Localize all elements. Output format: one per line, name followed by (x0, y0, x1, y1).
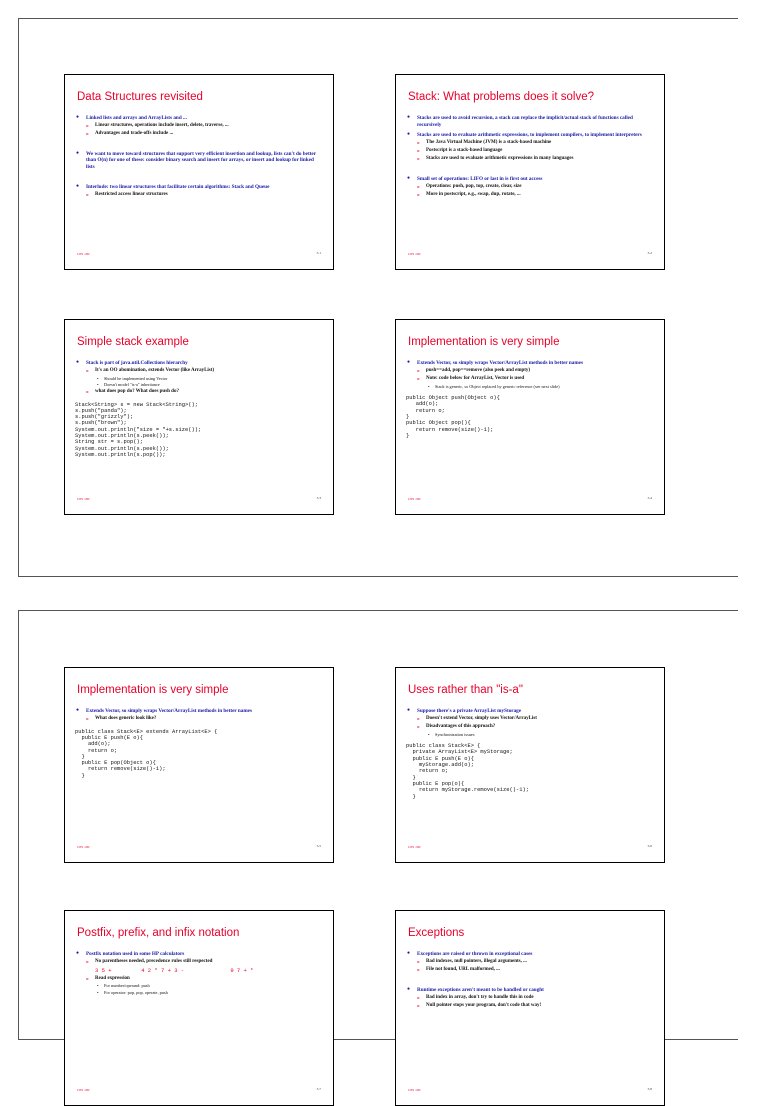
slide-title: Postfix, prefix, and infix notation (77, 927, 240, 939)
sub-bullet: » What does generic look like? (75, 716, 323, 723)
slide-footer-course: CPS 100 (408, 252, 421, 256)
code-block: public class Stack<E> extends ArrayList<E> { public E push(E o){ add(o); return o; } public E pop(Object o){ return remove(size()-1); } (75, 728, 218, 779)
sub-bullet: » Null pointer stops your program, don't code that way! (406, 1003, 654, 1010)
slide-stack-problems (395, 74, 665, 270)
bullet: ● Interlude: two linear structures that facilitate certain algorithms: Stack and Queue (75, 184, 323, 191)
slide-simple-stack-example (64, 319, 334, 515)
slide-number: 5.7 (316, 1087, 321, 1091)
bullet: ● Small set of operations: LIFO or last in is first out access (406, 176, 654, 183)
slide-number: 5.1 (316, 251, 321, 255)
sub-bullet: » File not found, URL malformed, ... (406, 967, 654, 974)
bullet: ● Extends Vector, so simply wraps Vector/ArrayList methods in better names (406, 360, 654, 367)
slide-footer-course: CPS 100 (77, 1088, 90, 1092)
sub-bullet: » Operations: push, pop, top, create, clear, size (406, 184, 654, 191)
slide-number: 5.3 (316, 496, 321, 500)
slide-title: Stack: What problems does it solve? (408, 91, 594, 103)
bullet: ● Runtime exceptions aren't meant to be handled or caught (406, 987, 654, 994)
slide-body (406, 115, 654, 199)
slide-number: 5.6 (647, 844, 652, 848)
slide-implementation-vector (395, 319, 665, 515)
slide-footer-course: CPS 100 (77, 252, 90, 256)
sub-sub-bullet: • Should be implemented using Vector (75, 376, 323, 381)
bullet: ● Stack is part of java.util.Collections hierarchy (75, 360, 323, 367)
slide-body (75, 951, 323, 995)
slide-data-structures-revisited (64, 74, 334, 270)
sub-bullet: » More in postscript, e.g., swap, dup, rotate, ... (406, 192, 654, 199)
bullet: ● Exceptions are raised or thrown in exceptional cases (406, 951, 654, 958)
slide-body (75, 115, 323, 198)
bullet: ● Stacks are used to avoid recursion, a stack can replace the implicit/actual stack of functions called recursively (406, 115, 654, 128)
bullet: ● We want to move toward structures that support very efficient insertion and lookup, lists can't do better than O(n) for one of these: consider binary search and insert for arrays, or insert and lookup for linked lists (75, 151, 323, 171)
slide-footer-course: CPS 100 (408, 845, 421, 849)
sub-bullet: » Advantages and trade-offs include ... (75, 131, 323, 138)
slide-title: Implementation is very simple (77, 684, 229, 696)
sub-sub-bullet: • Synchronization issues (406, 732, 654, 737)
slide-exceptions (395, 910, 665, 1106)
slide-footer-course: CPS 100 (77, 497, 90, 501)
slide-body (406, 708, 654, 800)
code-block: public Object push(Object o){ add(o); return o; } public Object pop(){ return remove(size()-1); } (406, 395, 500, 439)
slide-body (406, 360, 654, 439)
bullet: ● Linked lists and arrays and ArrayLists and ... (75, 115, 323, 122)
slide-number: 5.4 (647, 496, 652, 500)
sub-bullet: » Read expression (75, 976, 323, 983)
bullet: ● Stacks are used to evaluate arithmetic expressions, to implement compilers, to implement interpreters (406, 132, 654, 139)
sub-bullet: » Doesn't extend Vector, simply uses Vector/ArrayList (406, 716, 654, 723)
slide-footer-course: CPS 100 (77, 845, 90, 849)
slide-implementation-generic (64, 667, 334, 863)
slide-body (75, 360, 323, 458)
sub-bullet: » Disadvantages of this approach? (406, 724, 654, 731)
sub-bullet: » No parentheses needed, precedence rules still respected (75, 959, 323, 966)
sub-bullet: » Bad indexes, null pointers, illegal arguments, ... (406, 959, 654, 966)
slide-footer-course: CPS 100 (408, 1088, 421, 1092)
slide-title: Simple stack example (77, 336, 189, 348)
slide-footer-course: CPS 100 (408, 497, 421, 501)
sub-bullet: » Bad index in array, don't try to handle this in code (406, 995, 654, 1002)
code-block: public class Stack<E> { private ArrayList<E> myStorage; public E push(E o){ myStorage.add(o); return o; } public E pop(o){ return myStorage.remove(size()-1); } (406, 743, 529, 800)
slide-number: 5.8 (647, 1087, 652, 1091)
sub-bullet: » Postscript is a stack-based language (406, 148, 654, 155)
postfix-example-expressions: 3 5 + 4 2 * 7 + 3 - 9 7 + * (95, 967, 254, 975)
slide-title: Implementation is very simple (408, 336, 560, 348)
slide-number: 5.5 (316, 844, 321, 848)
sub-bullet: » Linear structures, operations include insert, delete, traverse, ... (75, 123, 323, 130)
sub-bullet: » The Java Virtual Machine (JVM) is a stack-based machine (406, 140, 654, 147)
slide-title: Uses rather than "is-a" (408, 684, 523, 696)
slide-body (406, 951, 654, 1010)
slide-body (75, 708, 323, 779)
sub-bullet: » It's an OO abomination, extends Vector (like ArrayList) (75, 368, 323, 375)
slide-postfix-notation (64, 910, 334, 1106)
bullet: ● Extends Vector, so simply wraps Vector/ArrayList methods in better names (75, 708, 323, 715)
sub-bullet: » Stacks are used to evaluate arithmetic expressions in many languages (406, 156, 654, 163)
bullet: ● Postfix notation used in some HP calculators (75, 951, 323, 958)
sub-bullet: » what does pop do? What does push do? (75, 389, 323, 396)
sub-sub-bullet: • For operator: pop, pop, operate, push (75, 990, 323, 995)
sub-sub-bullet: • Stack is generic, so Object replaced by generic reference (see next slide) (406, 384, 654, 389)
slide-uses-rather-than-is-a (395, 667, 665, 863)
sub-sub-bullet: • Doesn't model "is-a" inheritance (75, 382, 323, 387)
slide-title: Exceptions (408, 927, 465, 939)
sub-bullet: » Note: code below for ArrayList, Vector is used (406, 376, 654, 383)
sub-bullet: » Restricted access linear structures (75, 192, 323, 199)
slide-title: Data Structures revisited (77, 91, 203, 103)
slide-number: 5.2 (647, 251, 652, 255)
sub-sub-bullet: • For number/operand: push (75, 983, 323, 988)
code-block: Stack<String> s = new Stack<String>(); s.push("panda"); s.push("grizzly"); s.push("brown"); System.out.println("size = "+s.size()); System.out.println(s.peek()); String str = s.pop(); System.out.println(s.peek()); System.out.println(s.pop()); (75, 401, 202, 458)
sub-bullet: » push==add, pop==remove (also peek and empty) (406, 368, 654, 375)
bullet: ● Suppose there's a private ArrayList myStorage (406, 708, 654, 715)
